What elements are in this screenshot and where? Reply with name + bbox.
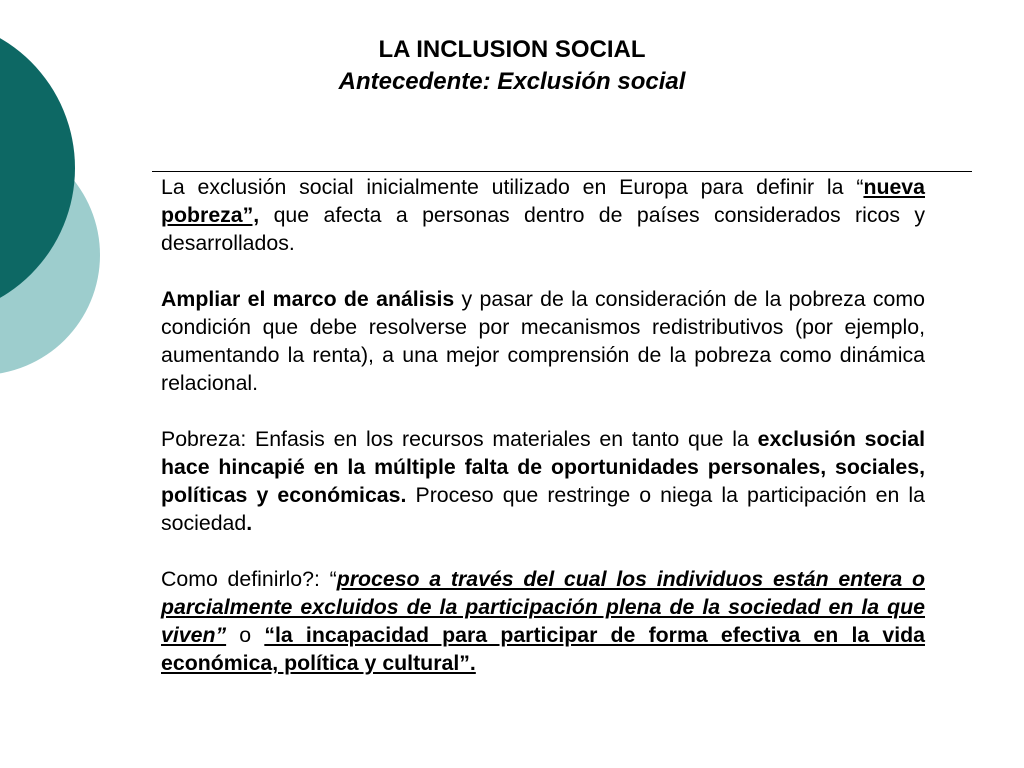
p1-term: nueva pobreza”, bbox=[161, 175, 925, 227]
title-line-1: LA INCLUSION SOCIAL bbox=[378, 36, 646, 63]
slide-title bbox=[0, 34, 1024, 98]
paragraph-4 bbox=[161, 565, 925, 677]
p2-bold: Ampliar el marco de análisis bbox=[161, 287, 455, 311]
p1-quote-open: “ bbox=[856, 175, 864, 199]
p4-text-1: Como definirlo?: “ bbox=[161, 567, 337, 591]
p3-period: . bbox=[246, 511, 253, 535]
slide-body bbox=[161, 173, 925, 705]
paragraph-2 bbox=[161, 285, 925, 397]
p2-text: y pasar de la consideración de la pobreza como condición que debe resolverse por mecanismos redistributivos (por ejemplo, aumentando la renta), a una mejor comprensión de la pobreza como dinámica relacional. bbox=[161, 287, 925, 395]
p1-text-2: que afecta a personas dentro de países considerados ricos y desarrollados. bbox=[161, 203, 925, 255]
p4-quote-1: proceso a través del cual los individuos están entera o parcialmente excluidos de la participación plena de la sociedad en la que viven” bbox=[161, 567, 925, 647]
paragraph-3 bbox=[161, 425, 925, 537]
p4-text-2: o bbox=[226, 623, 265, 647]
p3-bold: exclusión social hace hincapié en la múltiple falta de oportunidades personales, sociales, políticas y económicas. bbox=[161, 427, 925, 507]
p3-text-2: Proceso que restringe o niega la participación en la sociedad bbox=[161, 483, 925, 535]
paragraph-1 bbox=[161, 173, 925, 257]
p3-text-1: Pobreza: Enfasis en los recursos materiales en tanto que la bbox=[161, 427, 758, 451]
title-line-2: Antecedente: Exclusión social bbox=[338, 68, 686, 95]
p1-text-1: La exclusión social inicialmente utilizado en Europa para definir la bbox=[161, 175, 857, 199]
divider-line bbox=[152, 171, 972, 172]
p4-quote-2: “la incapacidad para participar de forma efectiva en la vida económica, política y cultural”. bbox=[161, 623, 925, 675]
